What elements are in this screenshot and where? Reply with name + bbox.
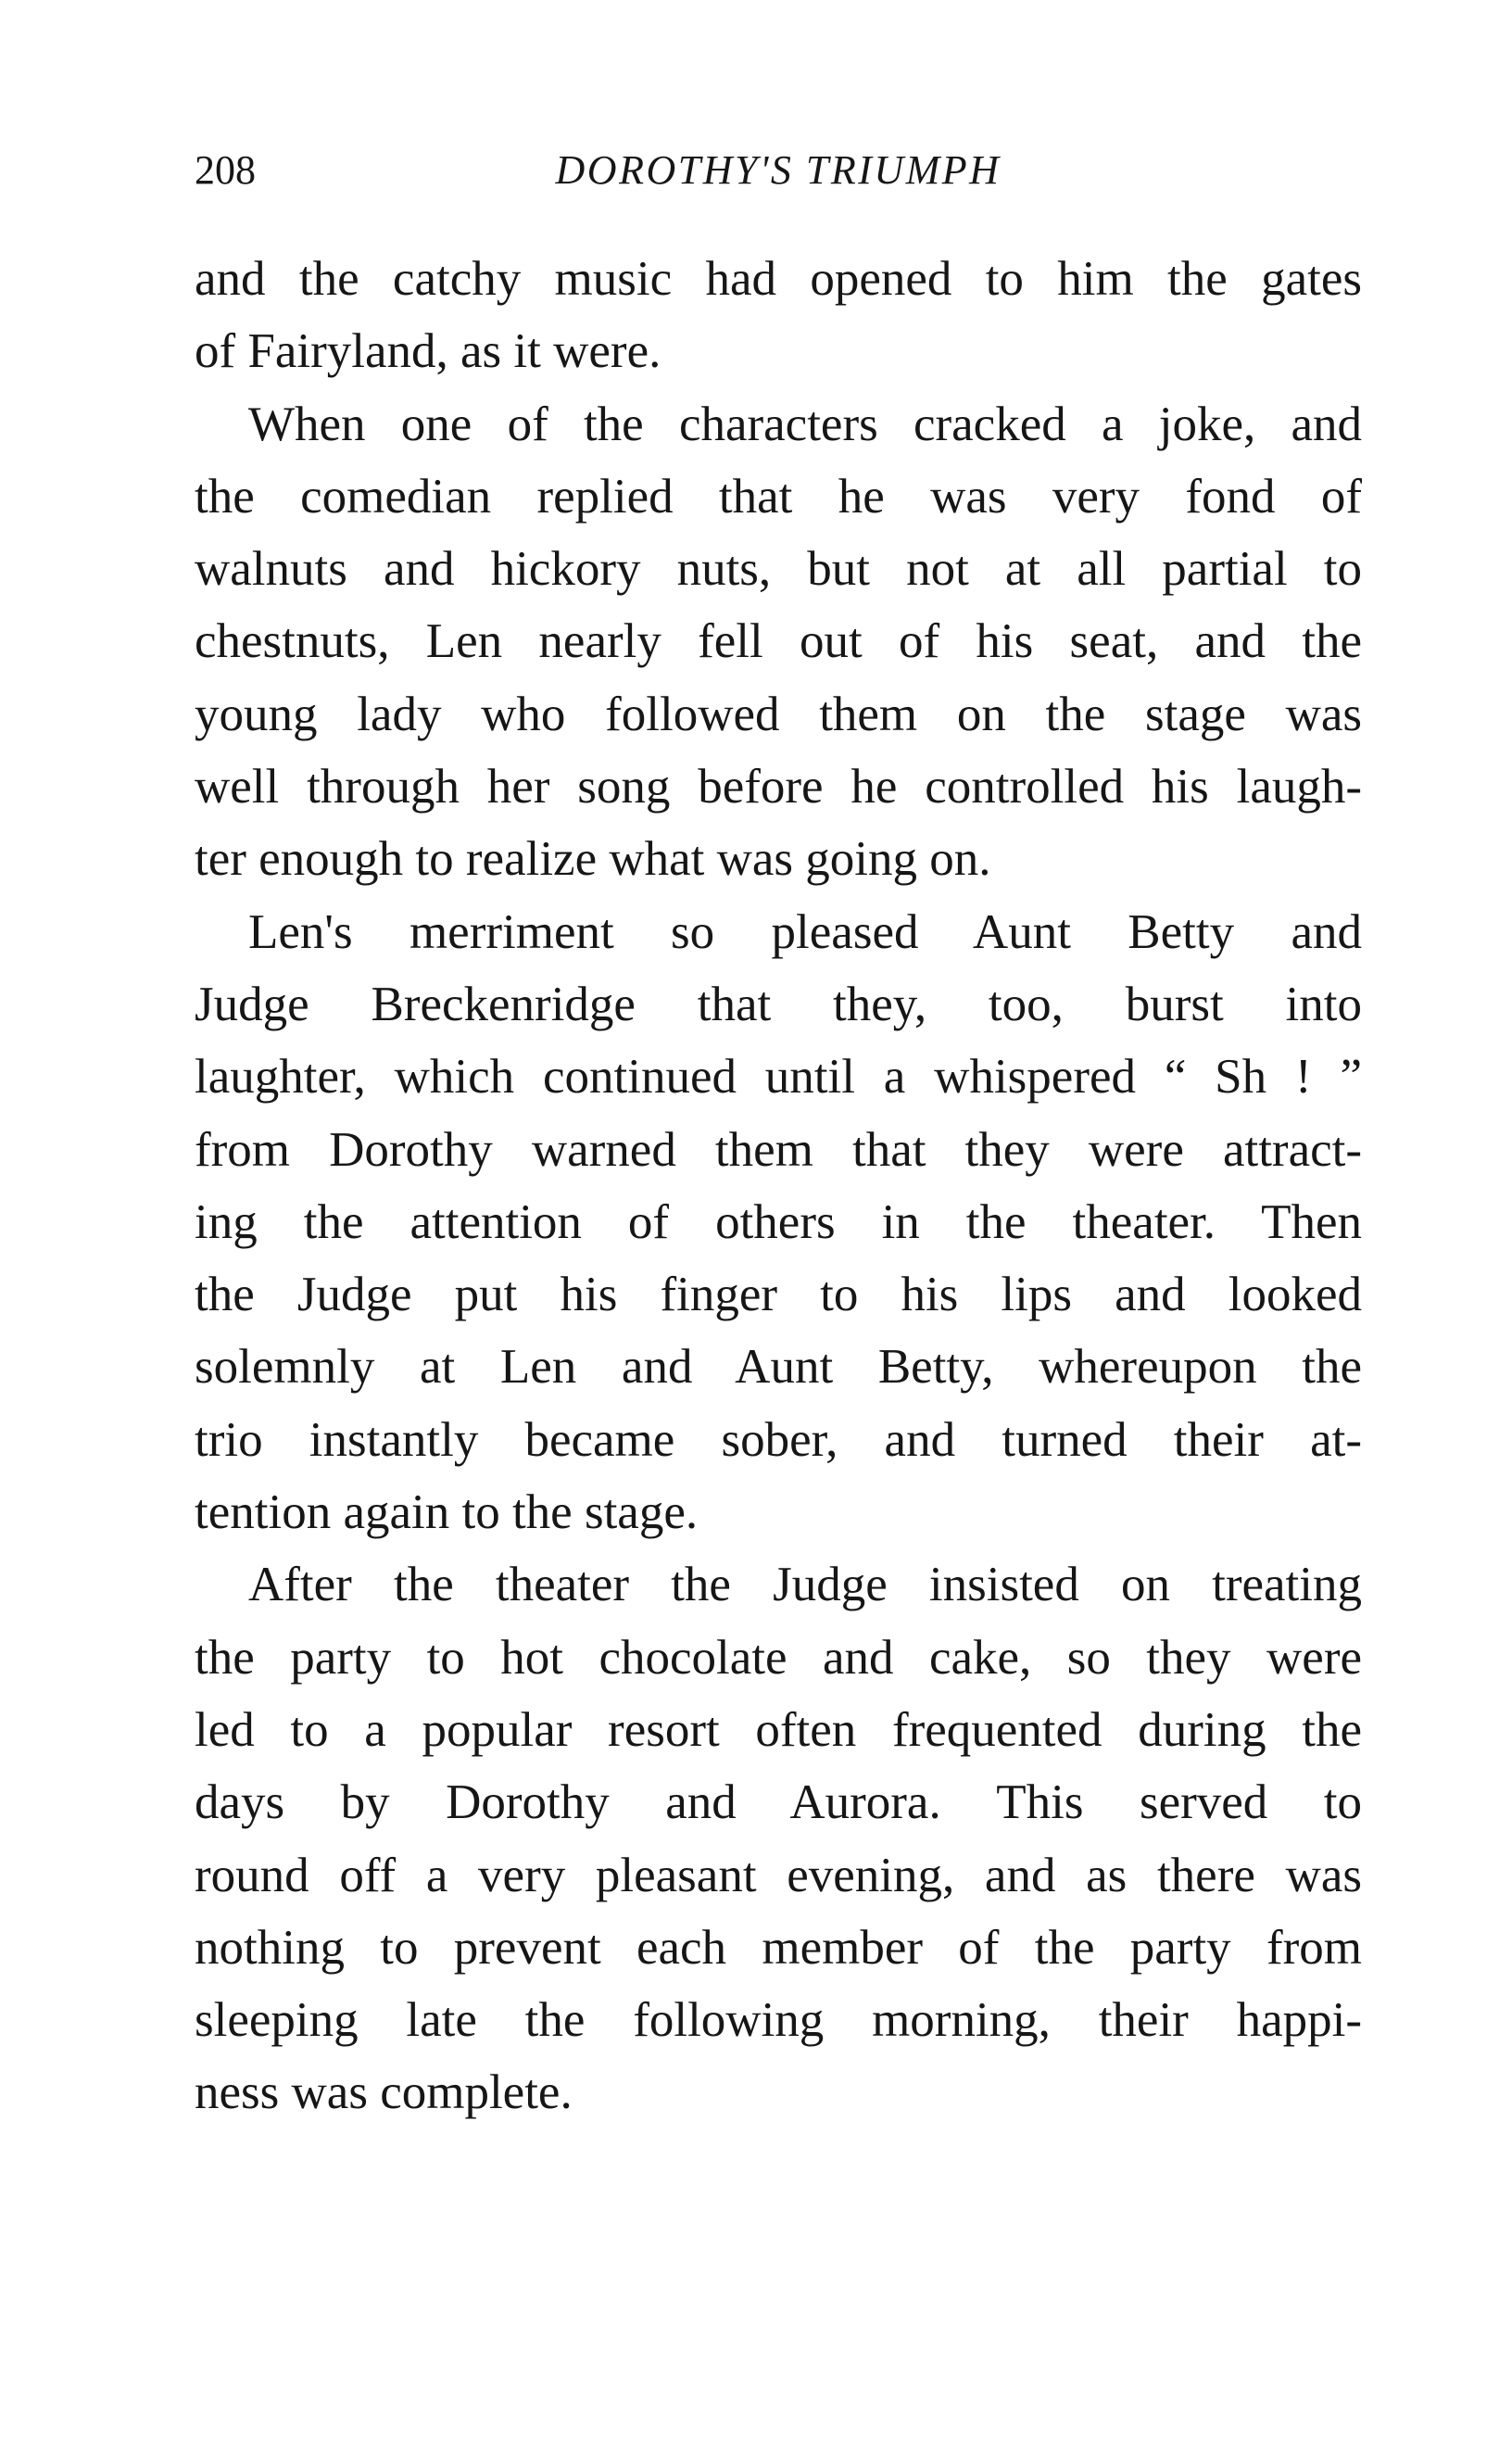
text-line: When one of the characters cracked a joke, and — [248, 397, 1362, 451]
paragraph-3 — [195, 896, 1362, 1549]
paragraph-2 — [195, 388, 1362, 896]
text-line: the Judge put his finger to his lips and looked — [195, 1268, 1362, 1322]
body-text — [195, 243, 1362, 2129]
text-line: solemnly at Len and Aunt Betty, whereupon the — [195, 1340, 1362, 1395]
text-line: from Dorothy warned them that they were attract- — [195, 1122, 1362, 1177]
text-line: walnuts and hickory nuts, but not at all partial to — [195, 542, 1362, 597]
text-line: of Fairyland, as it were. — [195, 324, 662, 379]
text-line: young lady who followed them on the stage was — [195, 687, 1362, 741]
page-number: 208 — [195, 147, 256, 193]
text-line: and the catchy music had opened to him the gates — [195, 252, 1362, 306]
text-line: chestnuts, Len nearly fell out of his seat, and the — [195, 614, 1362, 669]
paragraph-4 — [195, 1548, 1362, 2128]
text-line: trio instantly became sober, and turned their at- — [195, 1412, 1362, 1467]
text-line: sleeping late the following morning, their happi- — [195, 1993, 1362, 2048]
paragraph-1 — [195, 243, 1362, 388]
text-line: well through her song before he controlled his laugh- — [195, 760, 1362, 815]
text-line: Len's merriment so pleased Aunt Betty and — [248, 904, 1362, 959]
text-line: led to a popular resort often frequented during the — [195, 1702, 1362, 1757]
page-header — [195, 139, 1362, 204]
text-line: Judge Breckenridge that they, too, burst into — [195, 977, 1362, 1031]
text-line: ing the attention of others in the theater. Then — [195, 1194, 1362, 1249]
text-line: tention again to the stage. — [195, 1485, 699, 1540]
text-line: laughter, which continued until a whispered “ Sh ! ” — [195, 1050, 1362, 1105]
text-line: days by Dorothy and Aurora. This served to — [195, 1775, 1362, 1830]
text-line: ness was complete. — [195, 2065, 573, 2120]
text-line: ter enough to realize what was going on. — [195, 832, 991, 887]
text-line: the party to hot chocolate and cake, so they were — [195, 1630, 1362, 1685]
text-line: the comedian replied that he was very fond of — [195, 469, 1362, 524]
text-line: round off a very pleasant evening, and as there was — [195, 1848, 1362, 1902]
text-line: nothing to prevent each member of the party from — [195, 1920, 1362, 1975]
running-title: DOROTHY'S TRIUMPH — [555, 147, 1002, 193]
text-line: After the theater the Judge insisted on treating — [248, 1558, 1362, 1612]
